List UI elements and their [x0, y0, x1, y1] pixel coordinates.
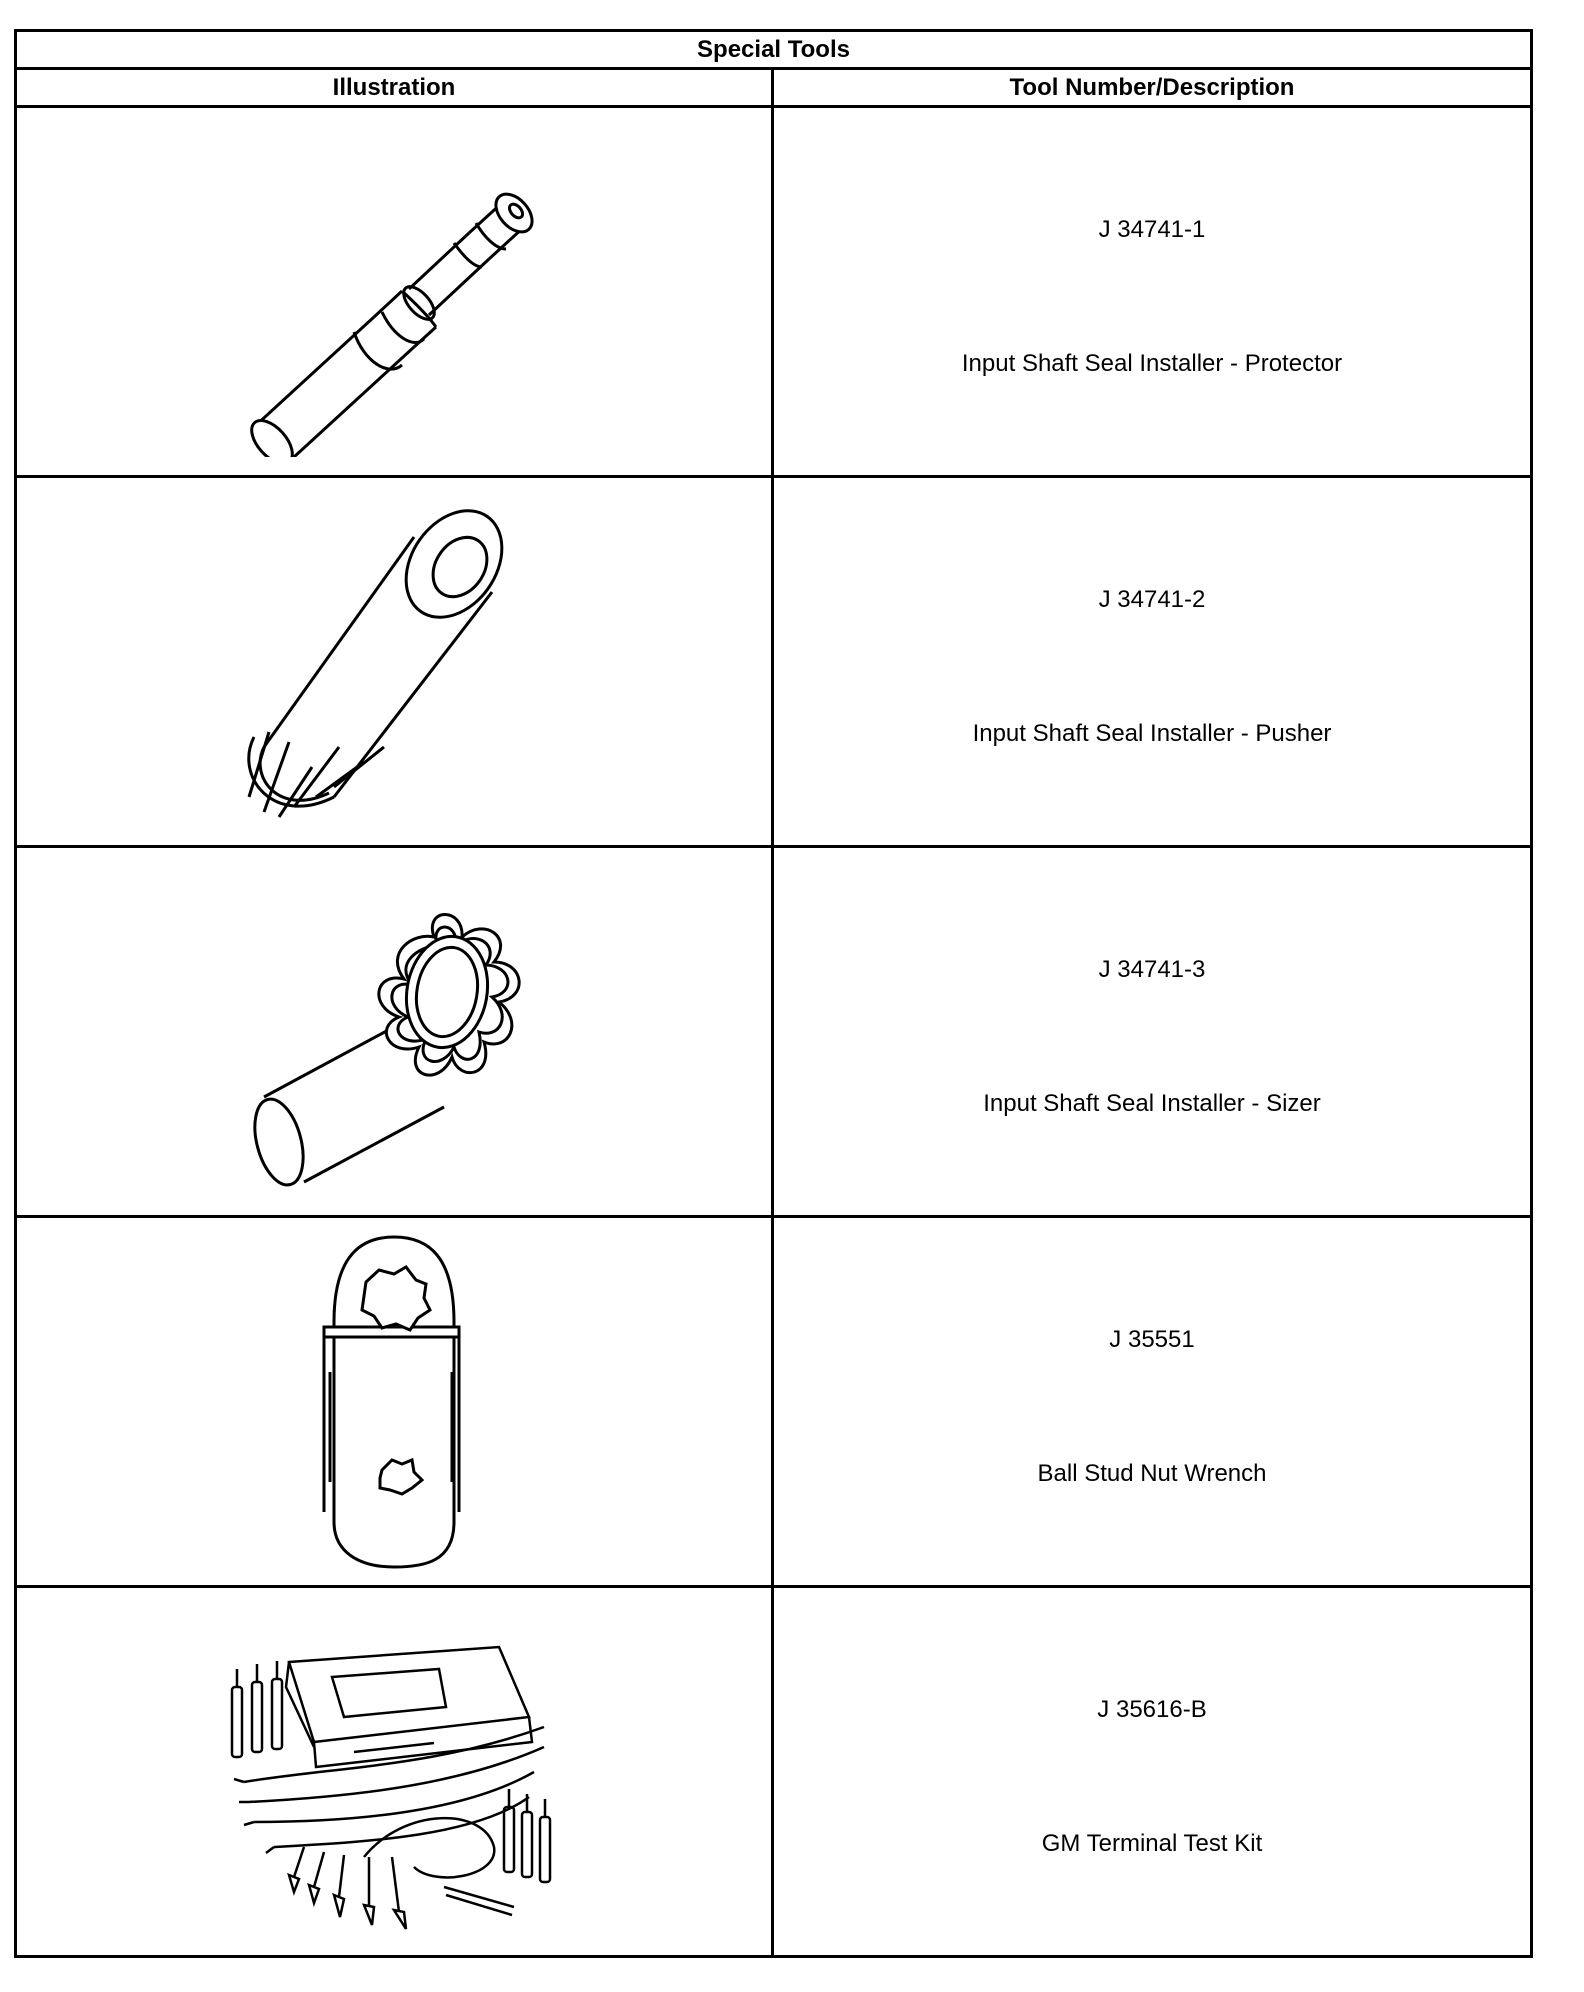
description-cell: [773, 1587, 1532, 1957]
column-header-tool-number: Tool Number/Description: [773, 69, 1532, 107]
description-cell: [773, 107, 1532, 477]
ball-stud-nut-wrench-illustration: [294, 1232, 494, 1572]
illustration-cell: [16, 1217, 773, 1587]
seal-sizer-illustration: [224, 867, 564, 1197]
tool-number: J 34741-1: [1098, 216, 1206, 243]
column-header-illustration: Illustration: [16, 69, 773, 107]
tool-description: Input Shaft Seal Installer - Pusher: [972, 720, 1332, 747]
table-row: [16, 477, 1532, 847]
illustration-cell: [16, 477, 773, 847]
description-cell: [773, 477, 1532, 847]
table-title: Special Tools: [16, 31, 1532, 69]
tool-description: Input Shaft Seal Installer - Protector: [961, 350, 1343, 377]
tool-description: Ball Stud Nut Wrench: [1037, 1460, 1267, 1487]
tool-number: J 34741-3: [1098, 956, 1206, 983]
illustration-cell: [16, 1587, 773, 1957]
illustration-cell: [16, 107, 773, 477]
table-row: [16, 1587, 1532, 1957]
tool-number: J 35551: [1109, 1326, 1195, 1353]
table-row: [16, 107, 1532, 477]
illustration-cell: [16, 847, 773, 1217]
table-row: [16, 1217, 1532, 1587]
tool-description: Input Shaft Seal Installer - Sizer: [983, 1090, 1321, 1117]
seal-protector-illustration: [214, 127, 574, 457]
tool-description: GM Terminal Test Kit: [1041, 1830, 1263, 1857]
special-tools-table: [14, 29, 1533, 1958]
tool-number: J 34741-2: [1098, 586, 1206, 613]
terminal-test-kit-illustration: [214, 1607, 574, 1937]
seal-pusher-illustration: [224, 497, 564, 827]
description-cell: [773, 847, 1532, 1217]
tool-number: J 35616-B: [1097, 1696, 1207, 1723]
description-cell: [773, 1217, 1532, 1587]
table-row: [16, 847, 1532, 1217]
